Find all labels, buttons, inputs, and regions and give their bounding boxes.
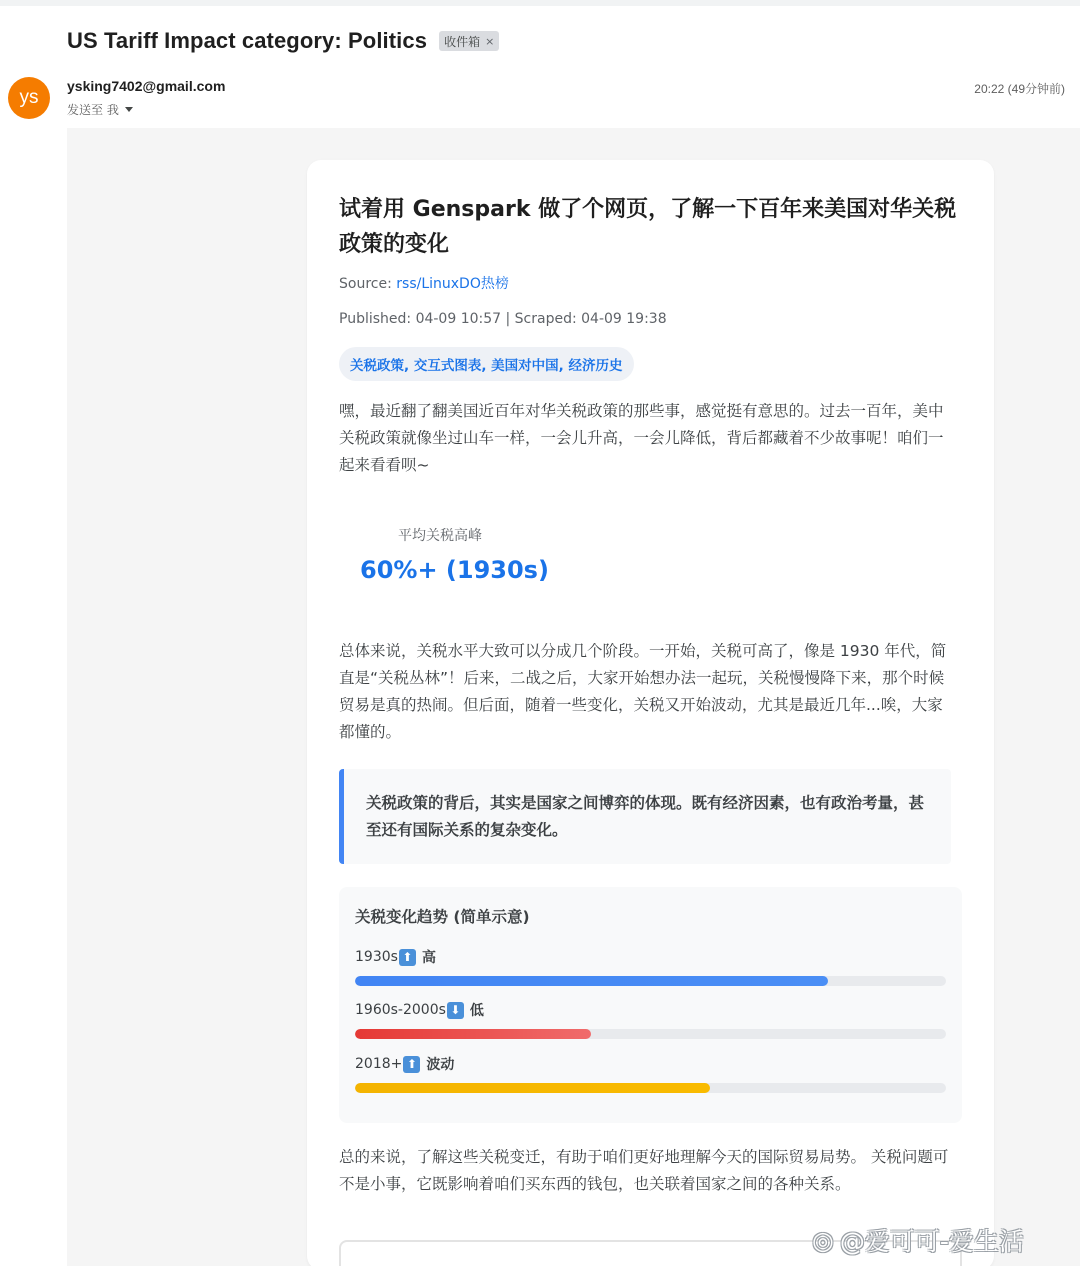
toolbar-divider xyxy=(0,0,1080,6)
article-card xyxy=(307,160,994,1266)
trend-bar-fill xyxy=(355,976,828,986)
trend-period: 1930s xyxy=(355,949,398,965)
inbox-label-chip[interactable] xyxy=(439,31,499,51)
email-timestamp: 20:22 (49分钟前) xyxy=(974,82,1065,96)
sender-avatar[interactable]: ys xyxy=(8,77,50,119)
conclusion-paragraph: 总的来说，了解这些关税变迁，有助于咱们更好地理解今天的国际贸易局势。 关税问题可不是小事，它既影响着咱们买东西的钱包，也关联着国家之间的各种关系。 xyxy=(339,1148,949,1193)
quote-block: 关税政策的背后，其实是国家之间博弈的体现。既有经济因素，也有政治考量，甚至还有国际关系的复杂变化。 xyxy=(339,769,951,864)
trend-label xyxy=(355,1000,946,1020)
trend-level: 高 xyxy=(421,950,436,966)
trend-period: 1960s-2000s xyxy=(355,1002,446,1018)
sender-email[interactable]: ysking7402@gmail.com xyxy=(67,78,226,94)
stat-label: 平均关税高峰 xyxy=(398,528,482,544)
weibo-logo-icon: ◎ xyxy=(812,1225,834,1255)
tags-pill: 关税政策, 交互式图表, 美国对中国, 经济历史 xyxy=(339,347,634,381)
recipient-text: 发送至 我 xyxy=(67,103,119,117)
published-line: Published: 04-09 10:57 | Scraped: 04-09 19:38 xyxy=(339,311,667,327)
show-details-chevron-down-icon[interactable] xyxy=(125,107,133,112)
intro-paragraph: 嘿，最近翻了翻美国近百年对华关税政策的那些事，感觉挺有意思的。过去一百年，美中关税政策就像坐过山车一样，一会儿升高，一会儿降低，背后都藏着不少故事呢！咱们一起来看看呗~ xyxy=(339,402,944,474)
source-link[interactable]: rss/LinuxDO热榜 xyxy=(396,276,509,292)
trend-label xyxy=(355,947,946,967)
trend-track xyxy=(355,976,946,986)
up-arrow-icon: ⬆ xyxy=(399,949,416,966)
stat-value: 60%+ (1930s) xyxy=(360,556,549,584)
inbox-label-text: 收件箱 xyxy=(444,34,481,49)
recipient-line xyxy=(67,101,133,118)
trend-level: 波动 xyxy=(426,1057,455,1073)
up-arrow-icon: ⬆ xyxy=(403,1056,420,1073)
trend-label xyxy=(355,1054,946,1074)
watermark xyxy=(812,1222,1024,1258)
source-prefix: Source: xyxy=(339,276,397,292)
watermark-text: @爱可可-爱生活 xyxy=(839,1227,1024,1256)
trend-chart-box xyxy=(339,887,962,1123)
remove-label-icon[interactable]: × xyxy=(485,34,495,48)
trend-track xyxy=(355,1083,946,1093)
article-source xyxy=(339,273,509,293)
trend-bar-fill xyxy=(355,1029,591,1039)
subject-row xyxy=(67,28,499,54)
trend-row-1930s xyxy=(355,947,946,986)
trend-row-2018 xyxy=(355,1054,946,1093)
down-arrow-icon: ⬇ xyxy=(447,1002,464,1019)
trend-period: 2018+ xyxy=(355,1056,403,1072)
trend-level: 低 xyxy=(469,1003,484,1019)
article-title: 试着用 Genspark 做了个网页，了解一下百年来美国对华关税政策的变化 xyxy=(339,197,957,257)
trend-title: 关税变化趋势 (简单示意) xyxy=(355,908,530,926)
trend-bar-fill xyxy=(355,1083,710,1093)
body-paragraph: 总体来说，关税水平大致可以分成几个阶段。一开始，关税可高了，像是 1930 年代，简直是“关税丛林”！后来，二战之后，大家开始想办法一起玩，关税慢慢降下来，那个时候贸易是真的热闹。但后面，随着一些变化，关税又开始波动，尤其是最近几年...唉，大家都懂的。 xyxy=(339,642,947,741)
trend-row-1960s-2000s xyxy=(355,1000,946,1039)
email-subject: US Tariff Impact category: Politics xyxy=(67,28,428,53)
trend-track xyxy=(355,1029,946,1039)
